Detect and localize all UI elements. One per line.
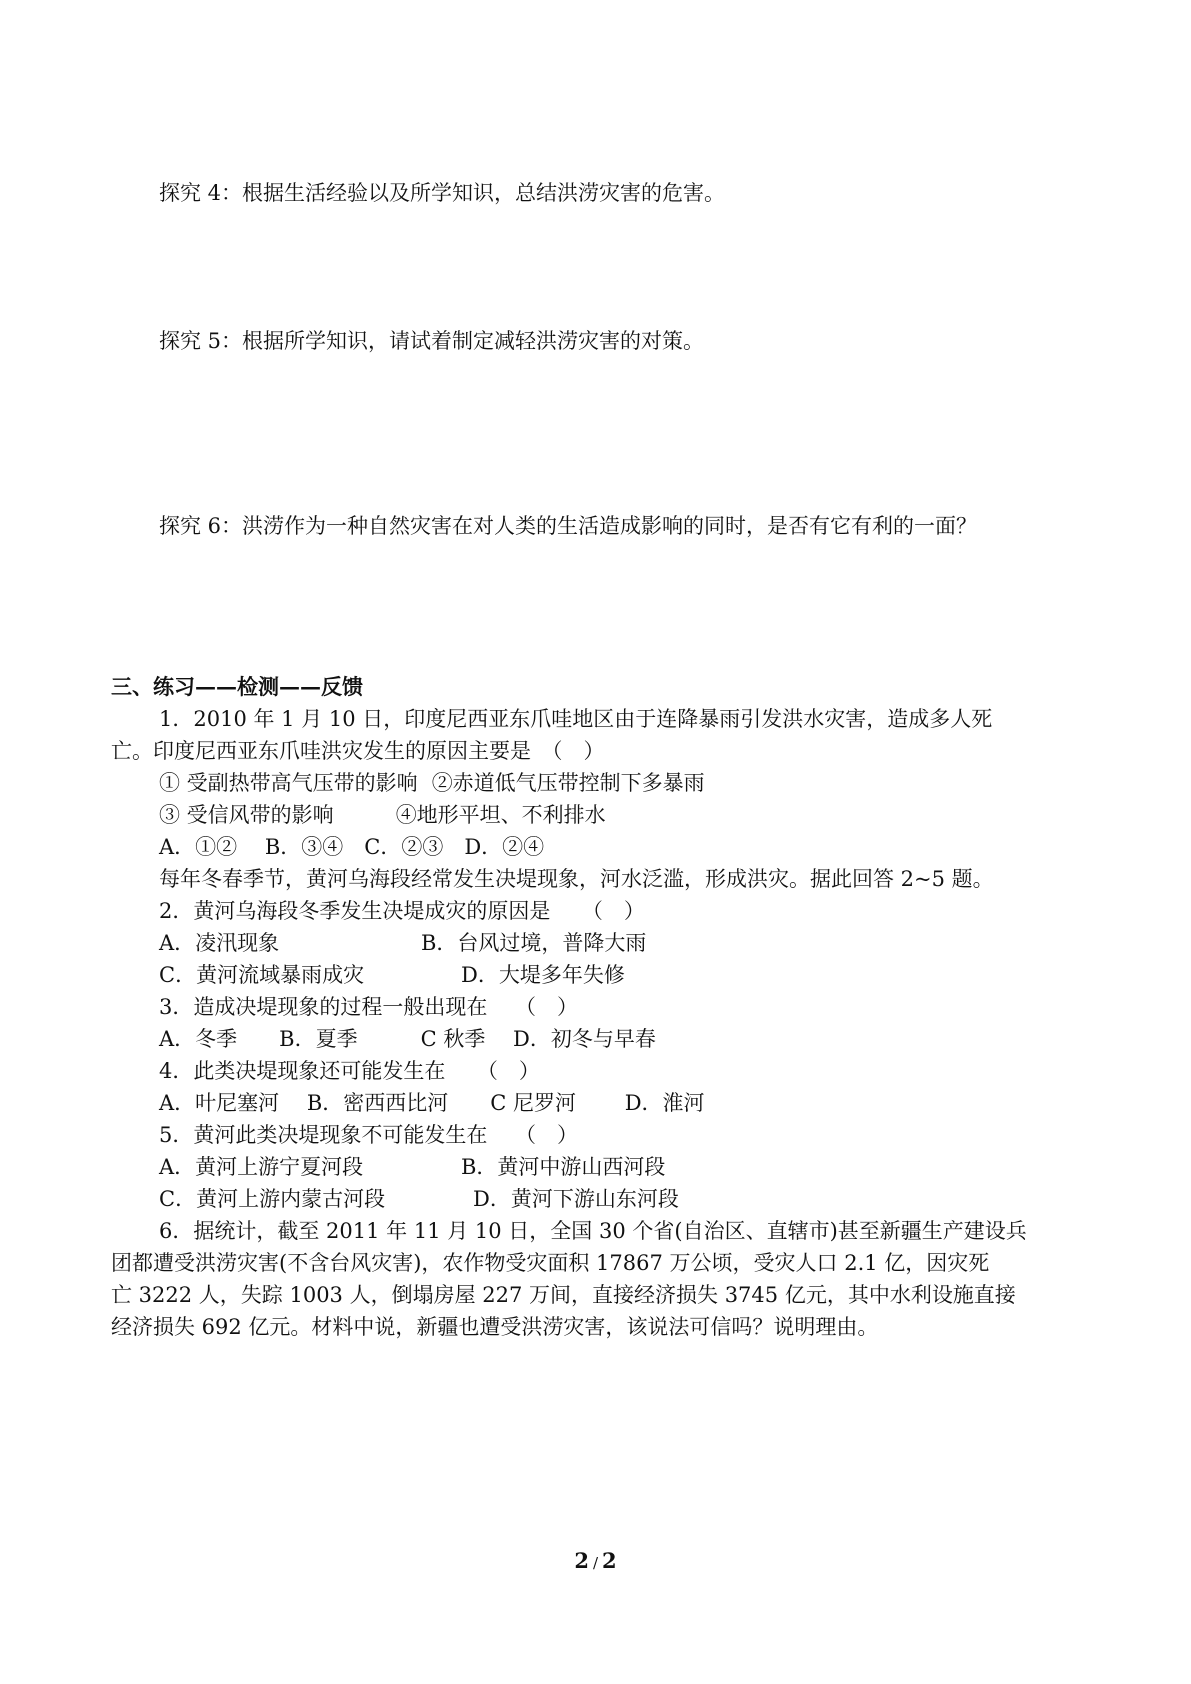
question-6-line-1: 6．据统计，截至 2011 年 11 月 10 日，全国 30 个省(自治区、直辖市)甚至新疆生产建设兵 bbox=[159, 1219, 1027, 1243]
page-number bbox=[0, 1548, 1191, 1573]
questions-2-5-intro: 每年冬春季节，黄河乌海段经常发生决堤现象，河水泛滥，形成洪灾。据此回答 2~5 题。 bbox=[159, 867, 994, 891]
question-5-choices-row-1 bbox=[159, 1153, 665, 1181]
question-6-line-2: 团都遭受洪涝灾害(不含台风灾害)，农作物受灾面积 17867 万公顷，受灾人口 2.1 亿，因灾死 bbox=[111, 1251, 990, 1275]
question-1-statements-row-2 bbox=[159, 801, 606, 829]
question-1-line-1: 1．2010 年 1 月 10 日，印度尼西亚东爪哇地区由于连降暴雨引发洪水灾害，造成多人死 bbox=[159, 707, 993, 731]
question-4-stem: 4．此类决堤现象还可能发生在 （ ） bbox=[159, 1059, 540, 1083]
section-heading: 三、练习——检测——反馈 bbox=[111, 674, 363, 699]
question-6-line-4: 经济损失 692 亿元。材料中说，新疆也遭受洪涝灾害，该说法可信吗？说明理由。 bbox=[111, 1315, 879, 1339]
choice-a: A．凌汛现象 bbox=[159, 931, 280, 955]
choice-d: D．黄河下游山东河段 bbox=[473, 1187, 679, 1211]
current-page: 2 bbox=[574, 1548, 589, 1573]
explore-question-6: 探究 6：洪涝作为一种自然灾害在对人类的生活造成影响的同时，是否有它有利的一面？ bbox=[159, 514, 978, 538]
statement-4: ④地形平坦、不利排水 bbox=[395, 803, 606, 827]
question-1-statements-row-1 bbox=[159, 769, 705, 797]
question-4-choices: A．叶尼塞河 B．密西西比河 C 尼罗河 D．淮河 bbox=[159, 1091, 705, 1115]
question-3-choices: A．冬季 B．夏季 C 秋季 D．初冬与早春 bbox=[159, 1027, 656, 1051]
explore-question-5: 探究 5：根据所学知识，请试着制定减轻洪涝灾害的对策。 bbox=[159, 329, 705, 353]
explore-question-4: 探究 4：根据生活经验以及所学知识，总结洪涝灾害的危害。 bbox=[159, 181, 726, 205]
statement-1: ① 受副热带高气压带的影响 bbox=[159, 771, 418, 795]
statement-3: ③ 受信风带的影响 bbox=[159, 803, 334, 827]
choice-b: B．台风过境，普降大雨 bbox=[421, 931, 647, 955]
question-1-line-2: 亡。印度尼西亚东爪哇洪灾发生的原因主要是 （ ） bbox=[111, 739, 605, 763]
total-pages: 2 bbox=[602, 1548, 617, 1573]
question-1-choices: A．①② B．③④ C．②③ D．②④ bbox=[159, 835, 545, 859]
question-2-choices-row-1 bbox=[159, 929, 646, 957]
question-2-stem: 2．黄河乌海段冬季发生决堤成灾的原因是 （ ） bbox=[159, 899, 645, 923]
choice-b: B．黄河中游山西河段 bbox=[461, 1155, 666, 1179]
question-5-stem: 5．黄河此类决堤现象不可能发生在 （ ） bbox=[159, 1123, 579, 1147]
question-2-choices-row-2 bbox=[159, 961, 625, 989]
choice-a: A．黄河上游宁夏河段 bbox=[159, 1155, 364, 1179]
choice-c: C．黄河流域暴雨成灾 bbox=[159, 963, 365, 987]
choice-c: C．黄河上游内蒙古河段 bbox=[159, 1187, 386, 1211]
question-3-stem: 3．造成决堤现象的过程一般出现在 （ ） bbox=[159, 995, 579, 1019]
choice-d: D．大堤多年失修 bbox=[461, 963, 625, 987]
question-6-line-3: 亡 3222 人，失踪 1003 人，倒塌房屋 227 万间，直接经济损失 3745 亿元，其中水利设施直接 bbox=[111, 1283, 1016, 1307]
page-separator: / bbox=[592, 1554, 599, 1572]
question-5-choices-row-2 bbox=[159, 1185, 679, 1213]
statement-2: ②赤道低气压带控制下多暴雨 bbox=[431, 771, 705, 795]
